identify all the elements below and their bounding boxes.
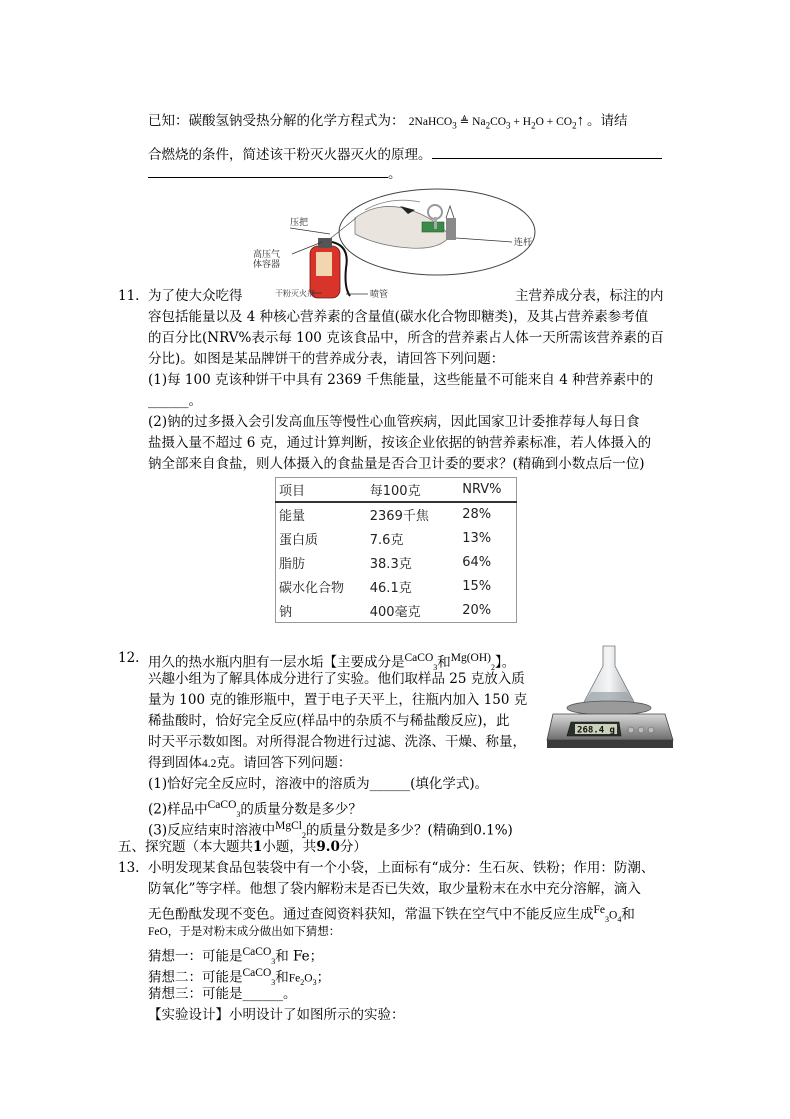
q13-line-4: FeO，于是对粉末成分做出如下猜想： [148, 926, 341, 938]
q11-line-1a: 为了使大众吃得 [148, 288, 243, 304]
balance-reading: 268.4 g [577, 725, 615, 736]
table-cell: 28% [462, 507, 492, 523]
table-row [276, 551, 517, 575]
table-cell: 13% [462, 531, 492, 547]
q12-line-5: 时天平示数如图。对所得混合物进行过滤、洗涤、干燥、称量， [148, 734, 526, 750]
q11-line-2: 容包括能量以及 4 种核心营养素的含量值(碳水化合物即糖类)，及其占营养素参考值 [148, 309, 649, 325]
q12-line-4: 稀盐酸时，恰好完全反应(样品中的杂质不与稀盐酸反应)，此 [148, 713, 510, 729]
q13-line-2: 防氧化”等字样。他想了袋内解粉末是否已失效，取少量粉末在水中充分溶解，滴入 [148, 881, 641, 897]
table-cell: 蛋白质 [279, 533, 319, 549]
table-cell: 38.3克 [369, 556, 412, 572]
table-header: NRV% [446, 478, 516, 503]
principle-question: 合燃烧的条件，简述该干粉灭火器灭火的原理。 [148, 147, 432, 163]
table-cell: 20% [462, 602, 492, 618]
table-cell: 15% [462, 578, 492, 594]
table-header-row [276, 478, 517, 503]
balance-figure [545, 640, 675, 752]
table-cell: 脂肪 [279, 556, 306, 572]
label-rod: 连杆 [514, 238, 533, 248]
q13-guess-1: 猜想一：可能是$^{CaCO}_3$和 Fe； [148, 946, 324, 967]
table-cell: 64% [462, 554, 492, 570]
label-gas-container-2: 体容器 [253, 260, 281, 270]
table-cell: 7.6克 [369, 533, 404, 549]
q12-line-1: 用久的热水瓶内胆有一层水垢【主要成分是$^{CaCO}_3$和$^{Mg(OH)}_2$】。 [148, 652, 516, 673]
q12-sub-1: (1)恰好完全反应时，溶液中的溶质为______(填化学式)。 [148, 776, 489, 792]
q11-line-1b: 主营养成分表，标注的内 [515, 288, 664, 304]
table-row [276, 502, 517, 527]
table-cell: 钠 [279, 604, 293, 620]
table-cell: 能量 [279, 509, 306, 525]
q11-line-3: 的百分比(NRV%表示每 100 克该食品中，所含的营养素占人体一天所需该营养素的百 [148, 330, 664, 346]
answer-line: 。 [148, 163, 402, 184]
q12-line-3: 量为 100 克的锥形瓶中，置于电子天平上，往瓶内加入 150 克 [148, 692, 528, 708]
section-heading: 五、探究题（本大题共1小题，共9.0分） [118, 839, 367, 855]
label-gas-container: 高压气 [253, 250, 281, 260]
q12-sub-3: (3)反应结束时溶液中$^{MgCl}_2$的质量分数是多少？(精确到0.1%) [148, 820, 513, 841]
label-tube: 喷管 [370, 290, 389, 300]
q11-sub-1-blank[interactable]: ______。 [148, 393, 202, 409]
equation-suffix: 。请结 [587, 113, 628, 129]
q11-line-4: 分比)。如图是某品牌饼干的营养成分表，请回答下列问题： [148, 351, 505, 367]
q11-sub-1: (1)每 100 克该种饼干中具有 2369 千焦能量，这些能量不可能来自 4 种营养素中的 [148, 372, 654, 388]
q11-sub-2-line-3: 钠全部来自食盐，则人体摄入的食盐量是否合卫计委的要求？(精确到小数点后一位) [148, 456, 645, 472]
q13-design: 【实验设计】小明设计了如图所示的实验： [148, 1007, 405, 1023]
q13-number: 13. [118, 860, 140, 876]
q12-sub-2: (2)样品中$^{CaCO}_3$的质量分数是多少？ [148, 799, 362, 820]
q13-guess-2: 猜想二：可能是$^{CaCO}_3$和$Fe_2O_3$； [148, 967, 331, 988]
q13-line-3: 无色酚酞发现不变色。通过查阅资料获知，常温下铁在空气中不能反应生成$^{Fe}_3O_4$和 [148, 904, 635, 925]
chemical-equation: 2NaHCO$_3$ ≜ $Na_2CO_3 + H_2O$ + $CO_2↑$ [408, 113, 585, 131]
table-cell: 400毫克 [369, 604, 421, 620]
principle-line [148, 144, 662, 165]
q11-number: 11. [118, 288, 140, 304]
answer-blank[interactable] [432, 144, 662, 159]
table-cell: 2369千焦 [369, 509, 429, 525]
table-row [276, 598, 517, 622]
extinguisher-figure [250, 188, 550, 300]
table-row [276, 574, 517, 598]
q11-sub-2-line-2: 盐摄入量不超过 6 克，通过计算判断，按该企业依据的钠营养素标准，若人体摄入的 [148, 435, 652, 451]
table-row [276, 527, 517, 551]
equation-line [148, 111, 628, 135]
table-cell: 46.1克 [369, 580, 412, 596]
q13-guess-3[interactable]: 猜想三：可能是______。 [148, 986, 297, 1002]
table-cell: 碳水化合物 [279, 580, 345, 596]
q12-number: 12. [118, 650, 140, 666]
table-header: 项目 [276, 478, 362, 503]
label-handle: 压把 [290, 218, 309, 228]
answer-blank-2[interactable] [148, 163, 388, 178]
label-powder: 干粉灭火剂 [275, 289, 315, 298]
q12-line-6: 得到固体4.2克。请回答下列问题： [148, 755, 352, 771]
q12-line-2: 兴趣小组为了解具体成分进行了实验。他们取样品 25 克放入质 [148, 671, 525, 687]
table-header: 每100克 [362, 478, 446, 503]
equation-intro: 已知：碳酸氢钠受热分解的化学方程式为： [148, 113, 405, 129]
q11-sub-2: (2)钠的过多摄入会引发高血压等慢性心血管疾病，因此国家卫计委推荐每人每日食 [148, 414, 640, 430]
q13-line-1: 小明发现某食品包装袋中有一个小袋，上面标有“成分：生石灰、铁粉；作用：防潮、 [148, 860, 655, 876]
nutrition-table [275, 477, 517, 623]
